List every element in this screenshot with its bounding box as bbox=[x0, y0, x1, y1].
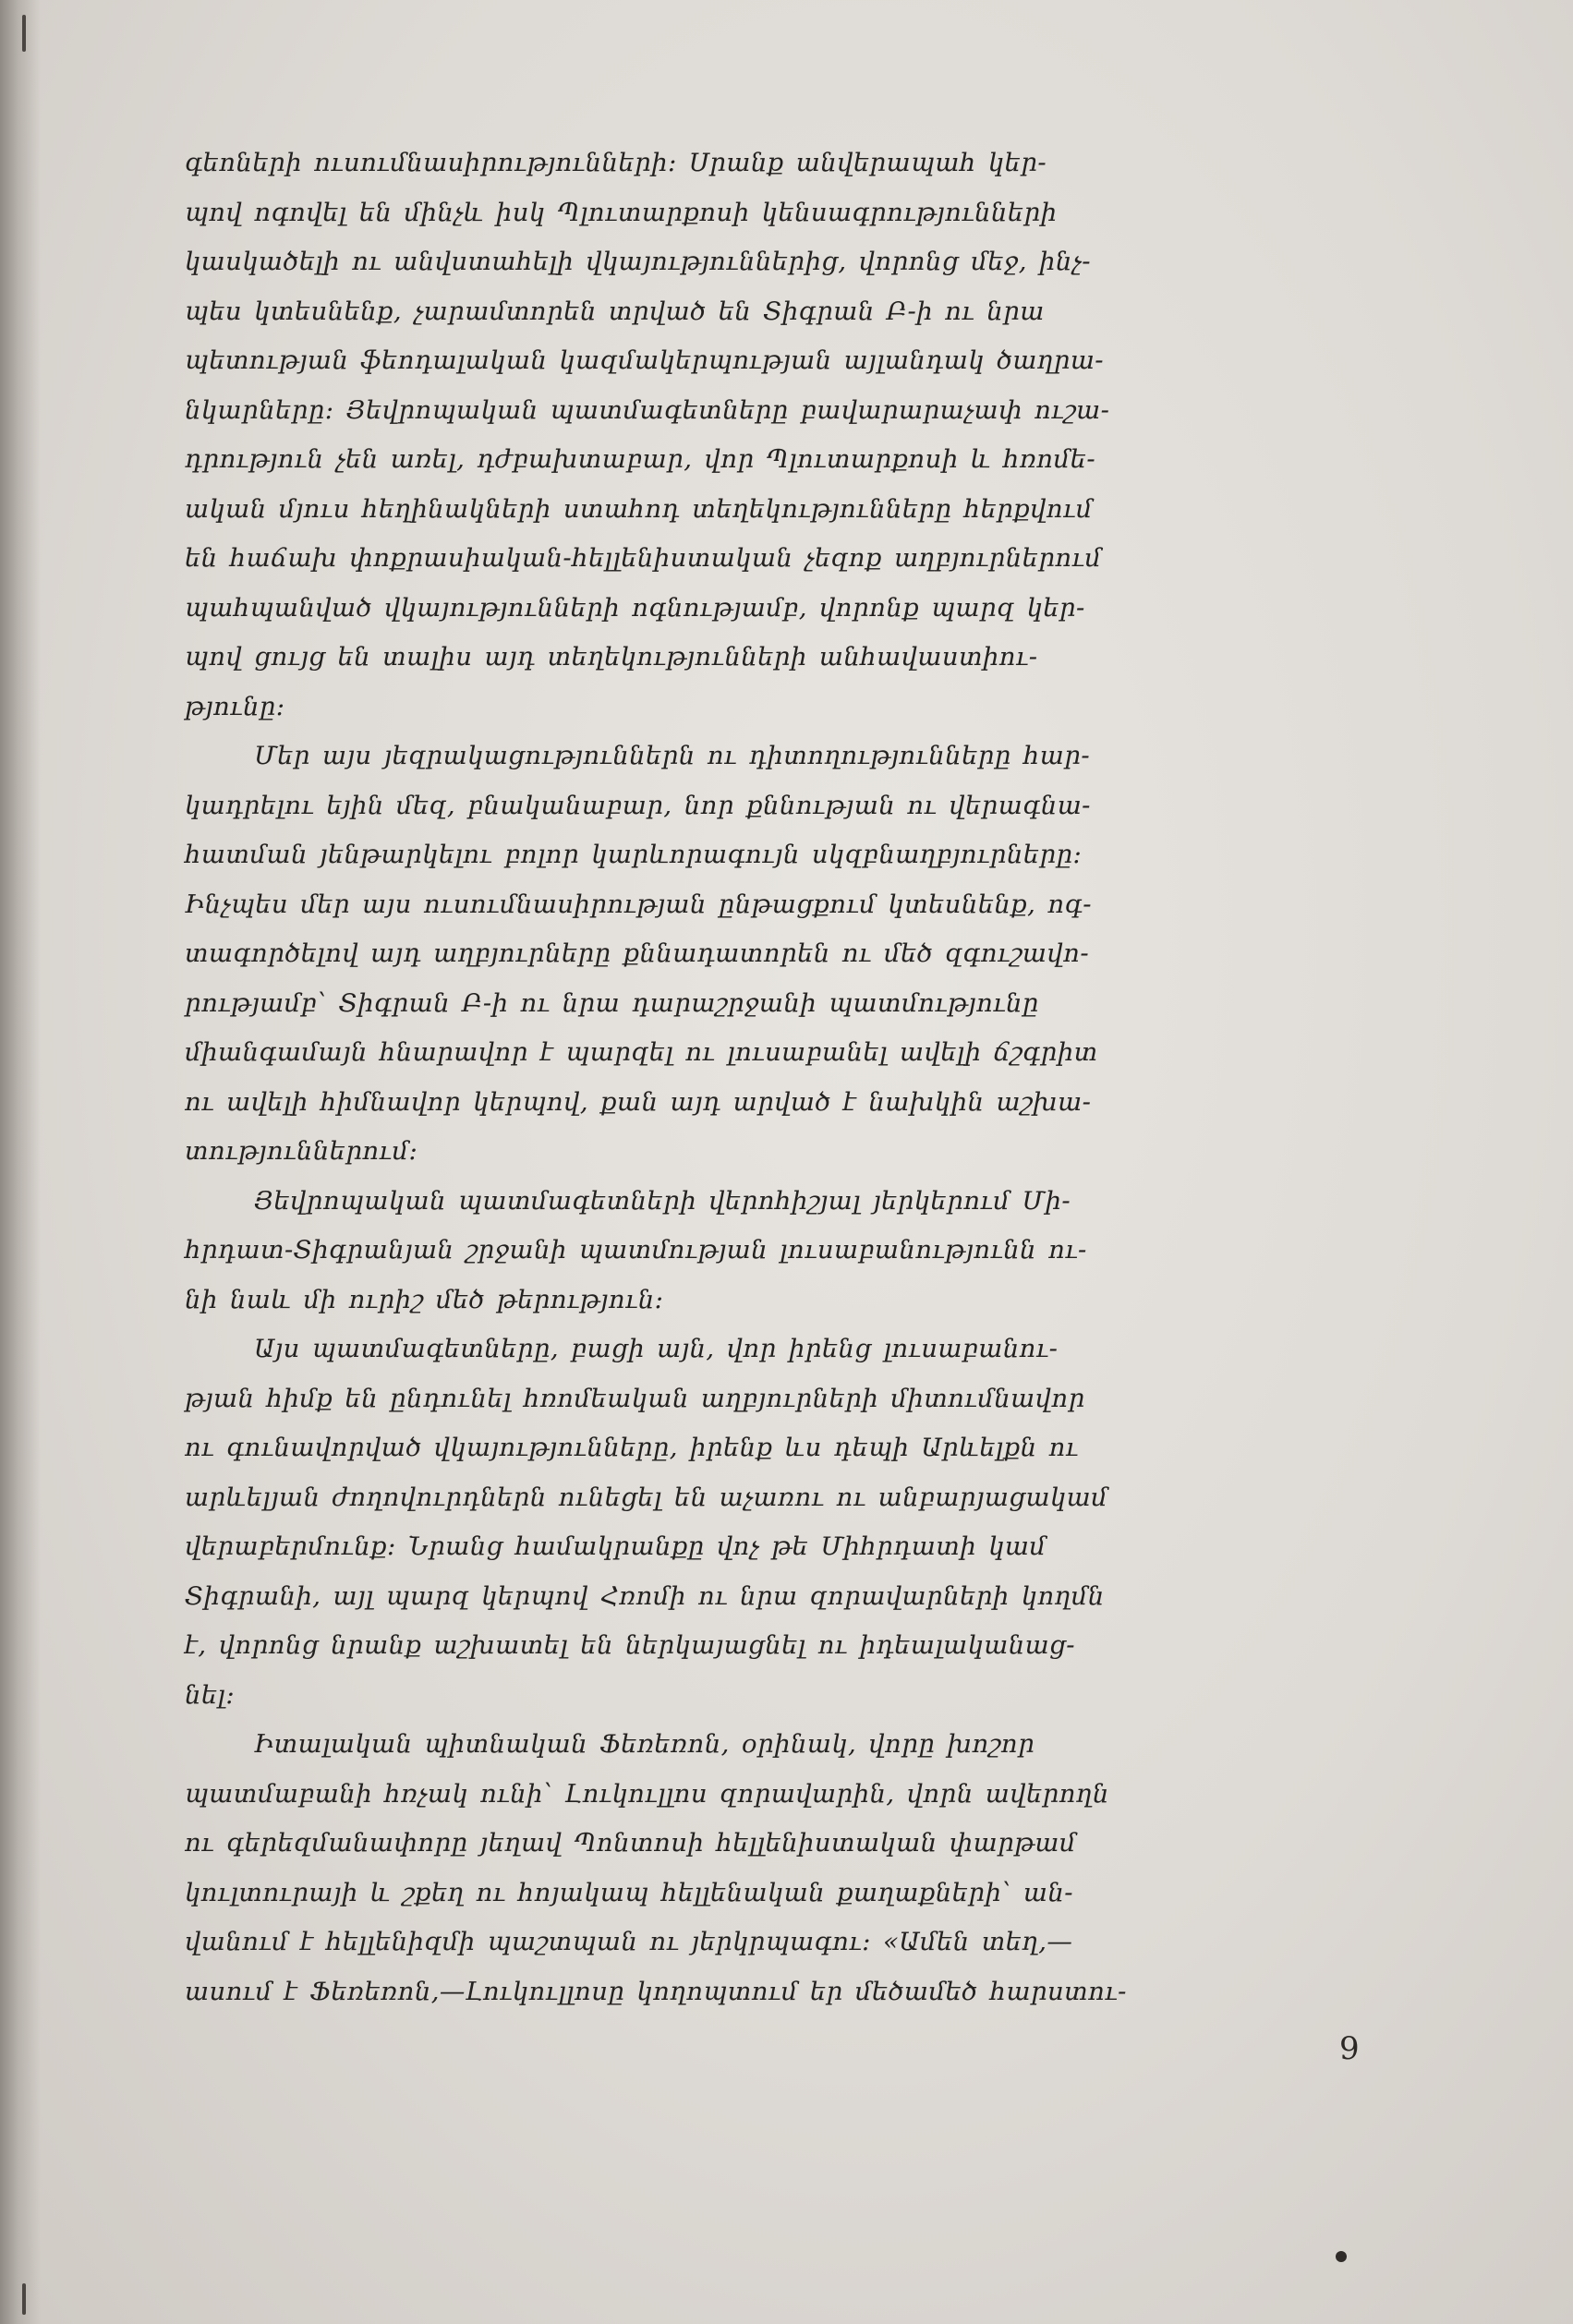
binding-mark-top bbox=[22, 15, 26, 52]
body-text bbox=[185, 139, 1376, 2016]
paragraph-2: Մեր այս յեզրակացություններն ու դիտողությունները հար- կադրելու եյին մեզ, բնականաբար, նոր քննության ու վերագնա- հատման յենթարկելու բոլոր կարևորագույն սկզբնաղբյուրները։ Ինչպես մեր այս ուսումնասիրության ընթացքում կտեսնենք, ոգ- տագործելով այդ աղբյուրները քննադատորեն ու մեծ զգուշավո- րությամբ՝ Տիգրան Բ-ի ու նրա դարաշրջանի պատմությունը միանգամայն հնարավոր է պարզել ու լուսաբանել ավելի ճշգրիտ ու ավելի հիմնավոր կերպով, քան այդ արված է նախկին աշխա- տություններում։ bbox=[185, 741, 1098, 1166]
book-page bbox=[185, 139, 1376, 2198]
paragraph-3: Յեվրոպական պատմագետների վերոհիշյալ յերկերում Մի- հրդատ-Տիգրանյան շրջանի պատմության լուսաբանությունն ու- նի նաև մի ուրիշ մեծ թերություն։ bbox=[185, 1185, 1087, 1314]
binding-gutter-shadow bbox=[0, 0, 41, 2324]
paragraph-4: Այս պատմագետները, բացի այն, վոր իրենց լուսաբանու- թյան հիմք են ընդունել հռոմեական աղբյուրների միտումնավոր ու գունավորված վկայությունները, իրենք ևս դեպի Արևելքն ու արևելյան ժողովուրդներն ունեցել են աչառու ու անբարյացակամ վերաբերմունք։ Նրանց համակրանքը վոչ թե Միհրդատի կամ Տիգրանի, այլ պարզ կերպով Հռոմի ու նրա զորավարների կողմն է, վորոնց նրանք աշխատել են ներկայացնել ու իդեալականաց- նել։ bbox=[185, 1334, 1108, 1710]
page-number: 9 bbox=[1339, 2030, 1360, 2067]
ink-dot bbox=[1336, 2251, 1347, 2262]
paragraph-1: գեոների ուսումնասիրությունների։ Սրանք անվերապահ կեր- պով ոգովել են մինչև իսկ Պլուտարքոսի կենսագրությունների կասկածելի ու անվստահելի վկայություններից, վորոնց մեջ, ինչ- պես կտեսնենք, չարամտորեն տրված են Տիգրան Բ-ի ու նրա պետության ֆեոդալական կազմակերպության այլանդակ ծաղրա- նկարները։ Յեվրոպական պատմագետները բավարարաչափ ուշա- դրություն չեն առել, դժբախտաբար, վոր Պլուտարքոսի և հռոմե- ական մյուս հեղինակների ստահոդ տեղեկությունները հերքվում են հաճախ փոքրասիական-հելլենիստական չեզոք աղբյուրներում պահպանված վկայությունների ոգնությամբ, վորոնք պարզ կեր- պով ցույց են տալիս այդ տեղեկությունների անհավաստիու- թյունը։ bbox=[185, 148, 1110, 721]
paragraph-5: Իտալական պիտնական Ֆեռեռոն, օրինակ, վորը խոշոր պատմաբանի հռչակ ունի՝ Լուկուլլոս զորավարին, վորն ավերողն ու գերեզմանափորը յեղավ Պոնտոսի հելլենիստական փարթամ կուլտուրայի և շքեղ ու հոյակապ հելլենական քաղաքների՝ ան- վանում է հելլենիզմի պաշտպան ու յերկրպագու։ «Ամեն տեղ,— ասում է Ֆեռեռոն,—Լուկուլլոսը կողոպտում եր մեծամեծ հարստու- bbox=[185, 1729, 1127, 2006]
binding-mark-bottom bbox=[22, 2283, 26, 2315]
